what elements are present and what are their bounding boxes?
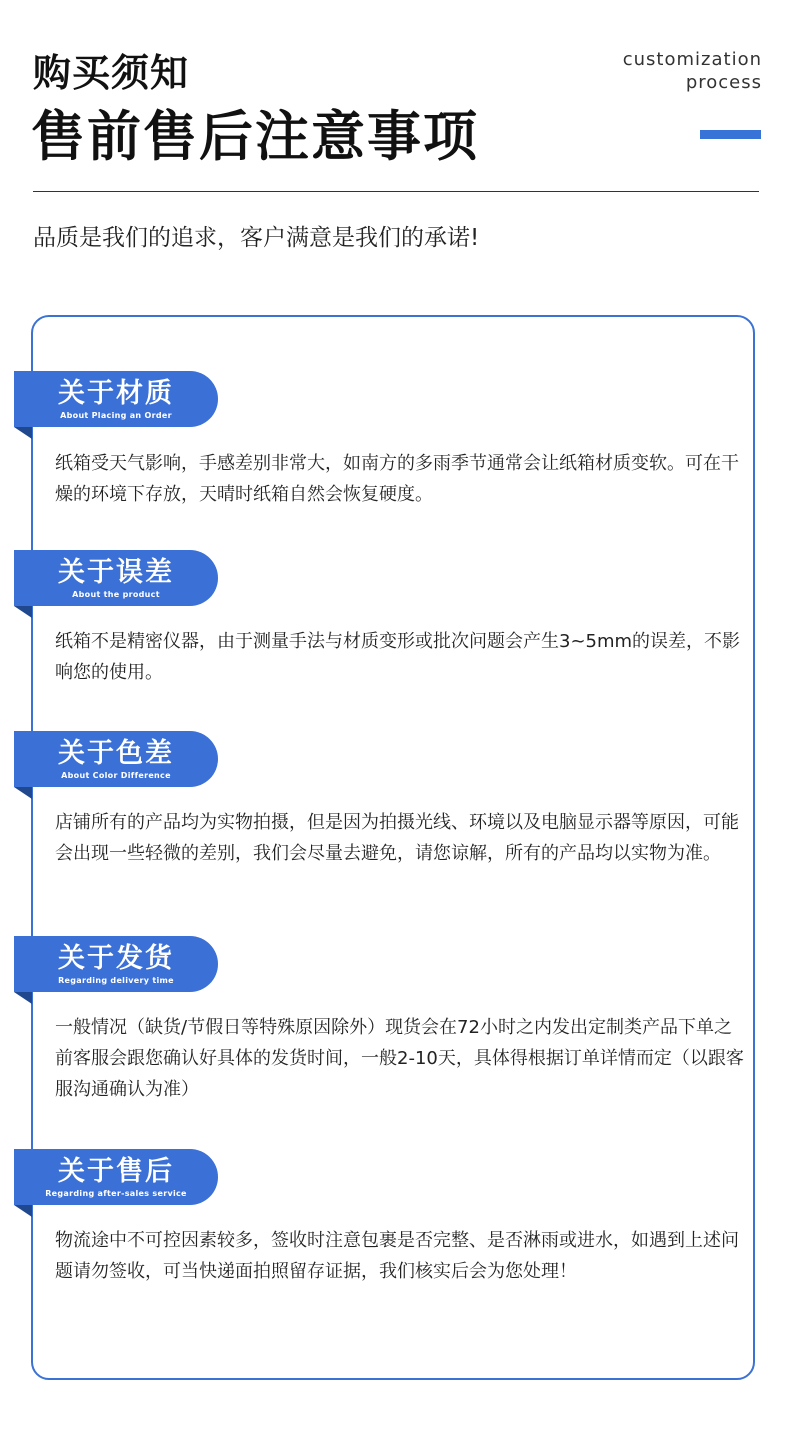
section-title: 关于误差: [58, 557, 174, 588]
slogan: 品质是我们的追求，客户满意是我们的承诺!: [33, 225, 480, 251]
section-subtitle: About the product: [72, 590, 160, 599]
page-title-small: 购买须知: [33, 51, 190, 95]
english-tagline-line2: process: [685, 72, 762, 93]
section-body-after-sales: 物流途中不可控因素较多，签收时注意包裹是否完整、是否淋雨或进水，如遇到上述问题请勿签收，可当快递面拍照留存证据，我们核实后会为您处理！: [55, 1230, 739, 1282]
section-badge-after-sales: [14, 1149, 218, 1205]
section-subtitle: About Color Difference: [61, 771, 171, 780]
section-title: 关于材质: [58, 378, 174, 409]
section-subtitle: Regarding delivery time: [58, 976, 174, 985]
english-tagline: [623, 48, 762, 94]
section-badge-delivery: [14, 936, 218, 992]
section-subtitle: Regarding after-sales service: [45, 1189, 187, 1198]
section-title: 关于发货: [58, 943, 174, 974]
header-divider: [33, 191, 759, 192]
section-badge-color: [14, 731, 218, 787]
section-body-delivery: 一般情况（缺货/节假日等特殊原因除外）现货会在72小时之内发出定制类产品下单之前客服会跟您确认好具体的发货时间，一般2-10天，具体得根据订单详情而定（以跟客服沟通确认为准）: [55, 1017, 744, 1100]
section-badge-error: [14, 550, 218, 606]
section-body-color: 店铺所有的产品均为实物拍摄，但是因为拍摄光线、环境以及电脑显示器等原因，可能会出现一些轻微的差别，我们会尽量去避免，请您谅解，所有的产品均以实物为准。: [55, 812, 739, 864]
section-body-error: 纸箱不是精密仪器，由于测量手法与材质变形或批次问题会产生3~5mm的误差，不影响您的使用。: [55, 631, 741, 683]
section-subtitle: About Placing an Order: [60, 411, 172, 420]
page-title: 售前售后注意事项: [31, 105, 479, 168]
accent-bar: [700, 130, 761, 139]
section-title: 关于售后: [58, 1156, 174, 1187]
section-title: 关于色差: [58, 738, 174, 769]
section-badge-material: [14, 371, 218, 427]
section-body-material: 纸箱受天气影响，手感差别非常大，如南方的多雨季节通常会让纸箱材质变软。可在干燥的环境下存放，天晴时纸箱自然会恢复硬度。: [55, 453, 739, 505]
english-tagline-line1: customization: [622, 49, 762, 70]
